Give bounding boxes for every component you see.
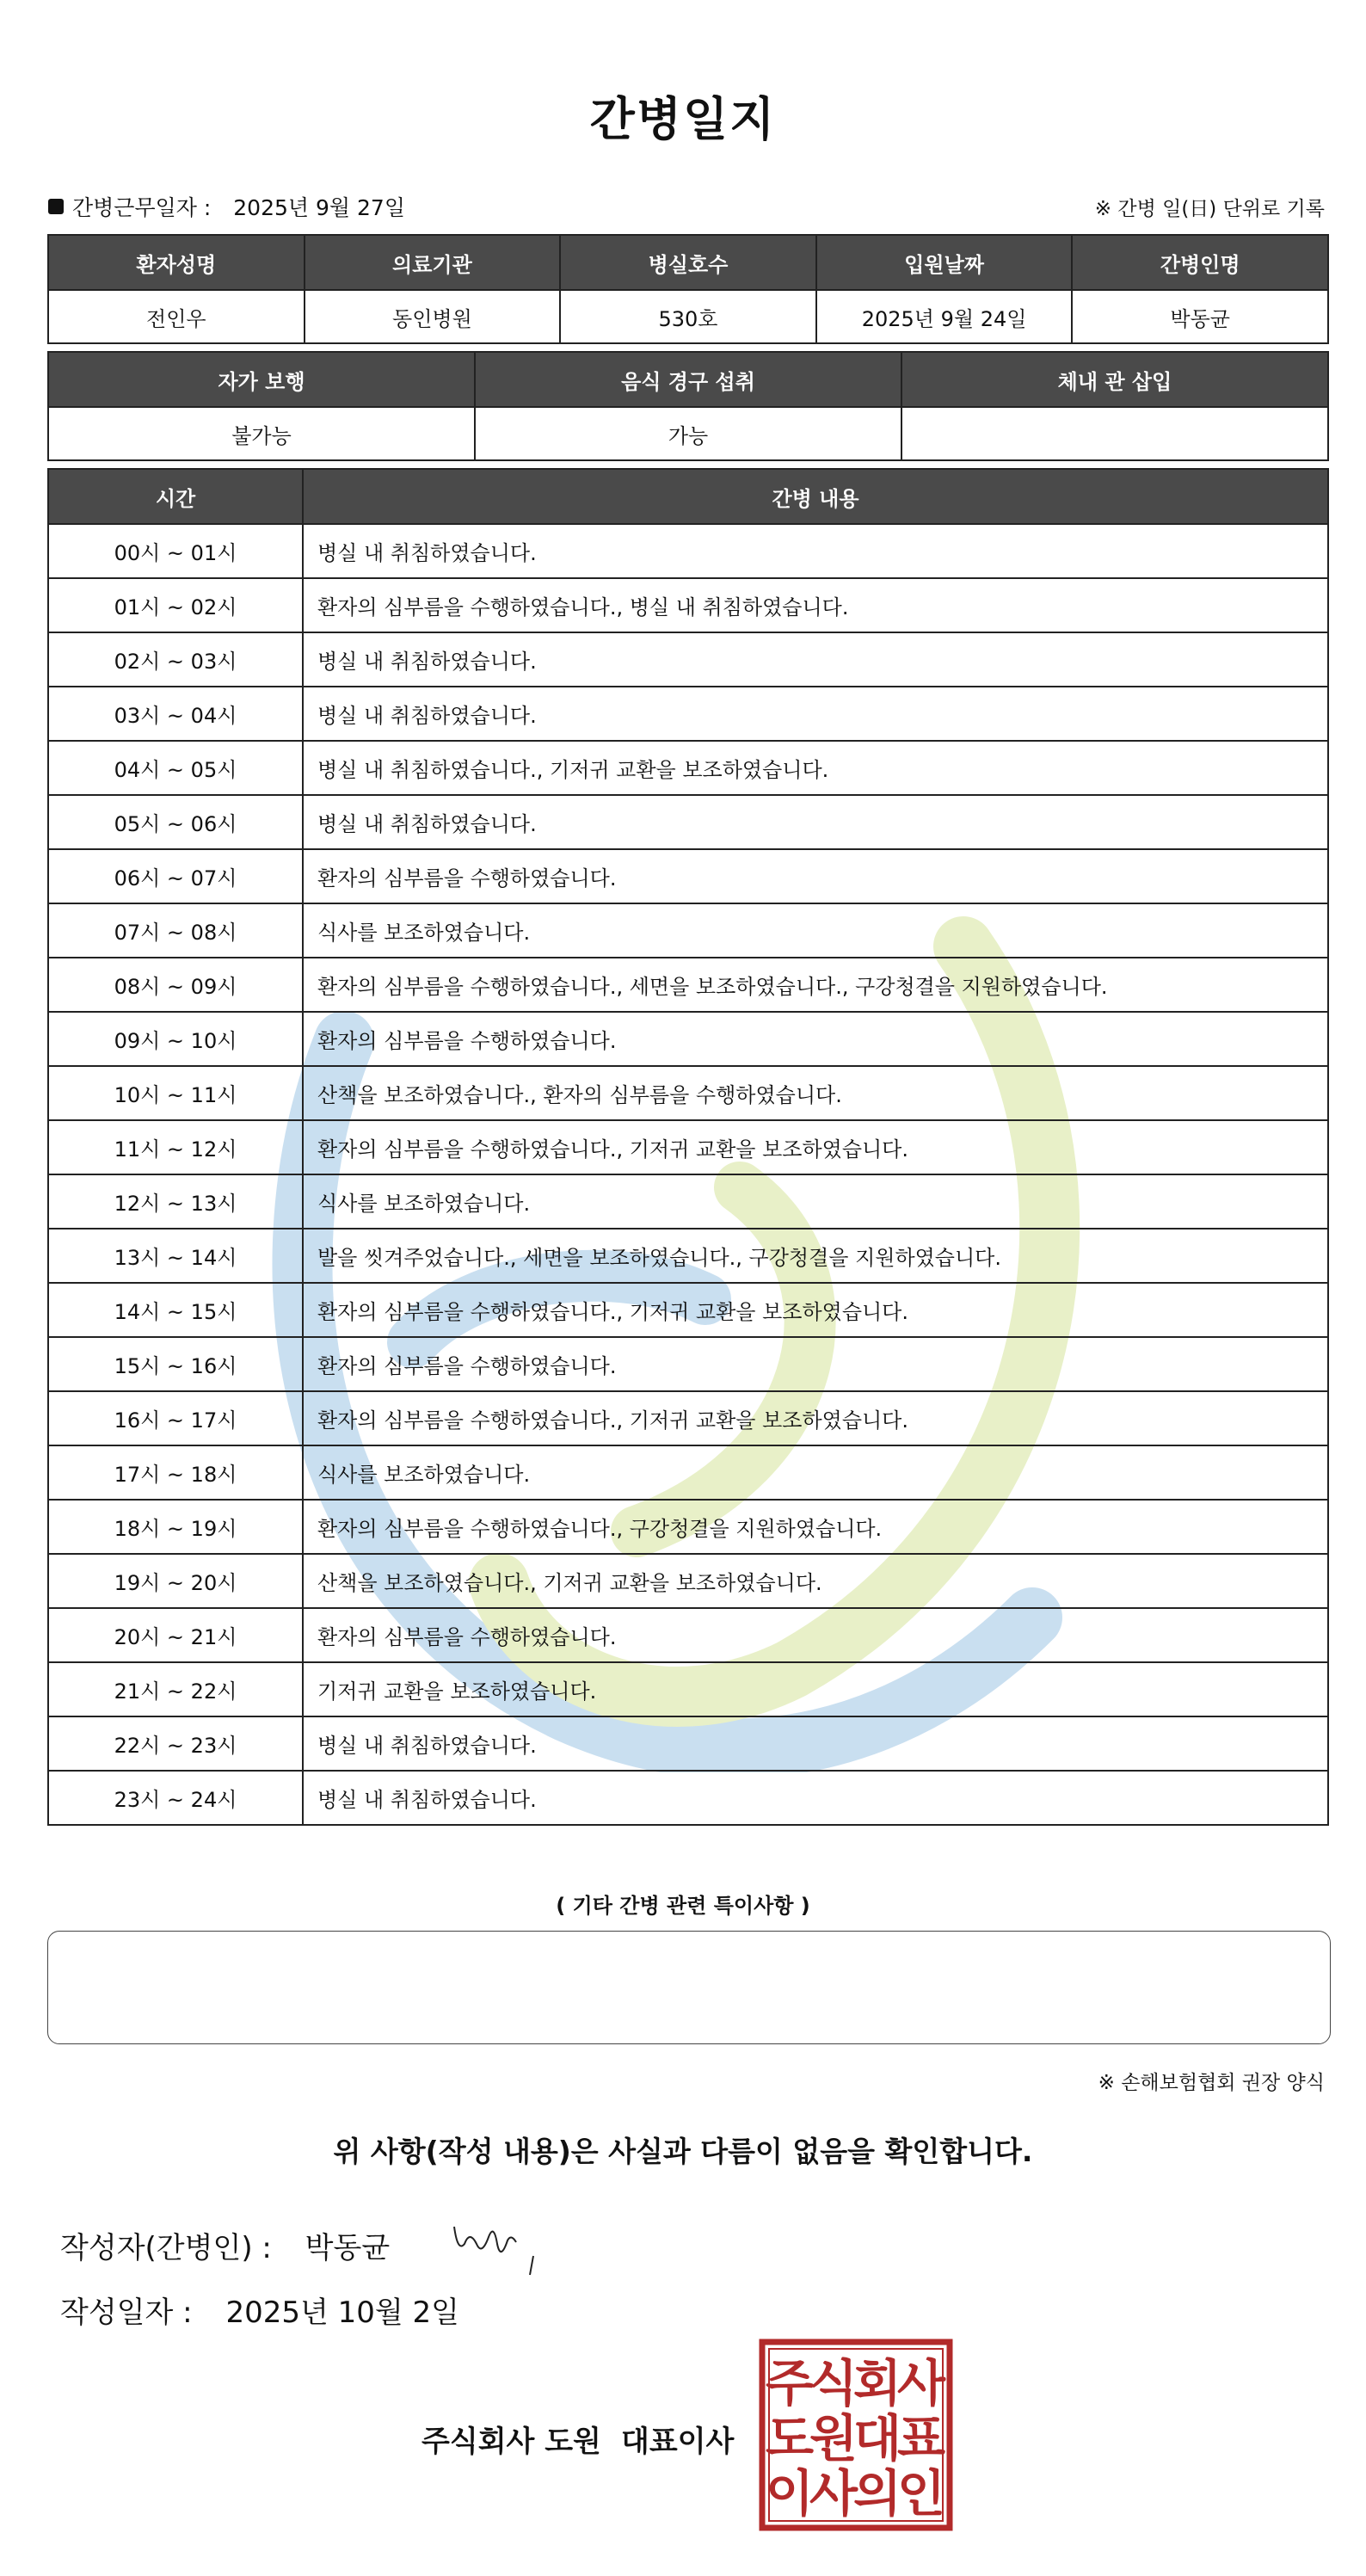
- seal-character: 도: [765, 2409, 815, 2468]
- table-row: [48, 1337, 1328, 1391]
- patient-info-table: [47, 234, 1329, 344]
- care-content-cell: 병실 내 취침하였습니다., 기저귀 교환을 보조하였습니다.: [303, 741, 1328, 795]
- table-row: [48, 524, 1328, 578]
- time-cell: 08시 ~ 09시: [48, 958, 303, 1012]
- care-content-cell: 환자의 심부름을 수행하였습니다.: [303, 849, 1328, 903]
- header-room: 병실호수: [560, 235, 816, 290]
- time-cell: 01시 ~ 02시: [48, 578, 303, 632]
- care-content-cell: 환자의 심부름을 수행하였습니다., 세면을 보조하였습니다., 구강청결을 지원하였습니다.: [303, 958, 1328, 1012]
- hospital-name: 동인병원: [305, 290, 561, 343]
- time-cell: 07시 ~ 08시: [48, 903, 303, 958]
- care-content-cell: 식사를 보조하였습니다.: [303, 1445, 1328, 1500]
- bullet-square-icon: [48, 199, 64, 214]
- work-date-line: [48, 191, 405, 222]
- seal-character: 식: [809, 2354, 858, 2413]
- care-content-cell: 환자의 심부름을 수행하였습니다.: [303, 1012, 1328, 1066]
- seal-character: 사: [809, 2464, 858, 2523]
- writer-line: [60, 2224, 390, 2266]
- admission-date: 2025년 9월 24일: [816, 290, 1073, 343]
- time-cell: 03시 ~ 04시: [48, 687, 303, 741]
- table-row: [48, 903, 1328, 958]
- table-row: [48, 1229, 1328, 1283]
- header-self-walking: 자가 보행: [48, 352, 475, 407]
- signature-icon: [447, 2218, 551, 2278]
- seal-character: 주: [765, 2354, 815, 2413]
- time-cell: 22시 ~ 23시: [48, 1716, 303, 1771]
- time-cell: 23시 ~ 24시: [48, 1771, 303, 1825]
- header-oral-intake: 음식 경구 섭취: [475, 352, 901, 407]
- table-row: [48, 958, 1328, 1012]
- care-content-cell: 병실 내 취침하였습니다.: [303, 1771, 1328, 1825]
- written-date-line: [60, 2289, 459, 2331]
- time-cell: 21시 ~ 22시: [48, 1662, 303, 1716]
- care-content-cell: 산책을 보조하였습니다., 환자의 심부름을 수행하였습니다.: [303, 1066, 1328, 1120]
- confirmation-statement: 위 사항(작성 내용)은 사실과 다름이 없음을 확인합니다.: [333, 2135, 1033, 2168]
- time-cell: 13시 ~ 14시: [48, 1229, 303, 1283]
- time-cell: 11시 ~ 12시: [48, 1120, 303, 1174]
- table-row: [48, 1445, 1328, 1500]
- table-row: [48, 1283, 1328, 1337]
- care-content-cell: 식사를 보조하였습니다.: [303, 903, 1328, 958]
- table-row: [48, 687, 1328, 741]
- table-row: [48, 741, 1328, 795]
- company-name: 주식회사 도원: [421, 2425, 601, 2459]
- care-content-cell: 병실 내 취침하였습니다.: [303, 1716, 1328, 1771]
- care-content-cell: 산책을 보조하였습니다., 기저귀 교환을 보조하였습니다.: [303, 1554, 1328, 1608]
- header-patient-name: 환자성명: [48, 235, 305, 290]
- time-cell: 04시 ~ 05시: [48, 741, 303, 795]
- care-content-cell: 환자의 심부름을 수행하였습니다., 구강청결을 지원하였습니다.: [303, 1500, 1328, 1554]
- company-seal-icon: [759, 2339, 953, 2531]
- header-care-content: 간병 내용: [303, 469, 1328, 524]
- care-content-cell: 식사를 보조하였습니다.: [303, 1174, 1328, 1229]
- page-title: 간병일지: [589, 92, 777, 146]
- time-cell: 14시 ~ 15시: [48, 1283, 303, 1337]
- table-row: [48, 632, 1328, 687]
- seal-character: 원: [809, 2409, 858, 2468]
- time-cell: 17시 ~ 18시: [48, 1445, 303, 1500]
- writer-name: 박동균: [305, 2231, 391, 2265]
- time-cell: 10시 ~ 11시: [48, 1066, 303, 1120]
- time-cell: 05시 ~ 06시: [48, 795, 303, 849]
- seal-character: 인: [896, 2464, 946, 2523]
- table-row: [48, 795, 1328, 849]
- care-content-cell: 환자의 심부름을 수행하였습니다.: [303, 1337, 1328, 1391]
- patient-status-table: [47, 351, 1329, 461]
- header-hospital: 의료기관: [305, 235, 561, 290]
- written-date-label: 작성일자 :: [60, 2296, 193, 2330]
- table-row: [48, 578, 1328, 632]
- seal-character: 회: [852, 2354, 902, 2413]
- time-cell: 16시 ~ 17시: [48, 1391, 303, 1445]
- header-time: 시간: [48, 469, 303, 524]
- writer-label: 작성자(간병인) :: [60, 2231, 272, 2265]
- remarks-title: ( 기타 간병 관련 특이사항 ): [556, 1894, 810, 1918]
- table-row: [48, 1716, 1328, 1771]
- time-cell: 15시 ~ 16시: [48, 1337, 303, 1391]
- time-cell: 00시 ~ 01시: [48, 524, 303, 578]
- care-content-cell: 환자의 심부름을 수행하였습니다.: [303, 1608, 1328, 1662]
- caregiver-name: 박동균: [1072, 290, 1328, 343]
- patient-name: 전인우: [48, 290, 305, 343]
- table-row: [48, 1174, 1328, 1229]
- seal-character: 표: [896, 2409, 946, 2468]
- table-row: [48, 1662, 1328, 1716]
- header-admission-date: 입원날짜: [816, 235, 1073, 290]
- care-content-cell: 병실 내 취침하였습니다.: [303, 632, 1328, 687]
- table-row: [48, 849, 1328, 903]
- time-cell: 02시 ~ 03시: [48, 632, 303, 687]
- company-role: 대표이사: [621, 2425, 735, 2459]
- care-content-cell: 환자의 심부름을 수행하였습니다., 기저귀 교환을 보조하였습니다.: [303, 1120, 1328, 1174]
- work-date-label: 간병근무일자 :: [72, 195, 212, 220]
- care-log-table: [47, 468, 1329, 1826]
- care-content-cell: 병실 내 취침하였습니다.: [303, 524, 1328, 578]
- remarks-box: [47, 1931, 1331, 2044]
- care-content-cell: 병실 내 취침하였습니다.: [303, 795, 1328, 849]
- seal-character: 사: [896, 2354, 946, 2413]
- header-caregiver: 간병인명: [1072, 235, 1328, 290]
- table-row: [48, 1608, 1328, 1662]
- room-number: 530호: [560, 290, 816, 343]
- care-content-cell: 환자의 심부름을 수행하였습니다., 기저귀 교환을 보조하였습니다.: [303, 1391, 1328, 1445]
- time-cell: 09시 ~ 10시: [48, 1012, 303, 1066]
- seal-character: 이: [765, 2464, 815, 2523]
- seal-character: 대: [852, 2409, 902, 2468]
- tube-insertion-value: [901, 407, 1328, 460]
- form-source-note: ※ 손해보험협회 권장 양식: [1098, 2072, 1325, 2094]
- table-row: [48, 1500, 1328, 1554]
- table-row: [48, 1554, 1328, 1608]
- oral-intake-value: 가능: [475, 407, 901, 460]
- care-content-cell: 환자의 심부름을 수행하였습니다., 기저귀 교환을 보조하였습니다.: [303, 1283, 1328, 1337]
- self-walking-value: 불가능: [48, 407, 475, 460]
- unit-note: ※ 간병 일(日) 단위로 기록: [1094, 198, 1325, 220]
- written-date-value: 2025년 10월 2일: [225, 2296, 460, 2330]
- header-tube-insertion: 체내 관 삽입: [901, 352, 1328, 407]
- time-cell: 19시 ~ 20시: [48, 1554, 303, 1608]
- care-content-cell: 기저귀 교환을 보조하였습니다.: [303, 1662, 1328, 1716]
- care-content-cell: 발을 씻겨주었습니다., 세면을 보조하였습니다., 구강청결을 지원하였습니다.: [303, 1229, 1328, 1283]
- work-date-value: 2025년 9월 27일: [233, 195, 405, 220]
- seal-character: 의: [852, 2464, 902, 2523]
- table-row: [48, 1120, 1328, 1174]
- time-cell: 12시 ~ 13시: [48, 1174, 303, 1229]
- time-cell: 18시 ~ 19시: [48, 1500, 303, 1554]
- time-cell: 06시 ~ 07시: [48, 849, 303, 903]
- table-row: [48, 1066, 1328, 1120]
- table-row: [48, 1391, 1328, 1445]
- time-cell: 20시 ~ 21시: [48, 1608, 303, 1662]
- care-content-cell: 병실 내 취침하였습니다.: [303, 687, 1328, 741]
- care-content-cell: 환자의 심부름을 수행하였습니다., 병실 내 취침하였습니다.: [303, 578, 1328, 632]
- table-row: [48, 1012, 1328, 1066]
- table-row: [48, 1771, 1328, 1825]
